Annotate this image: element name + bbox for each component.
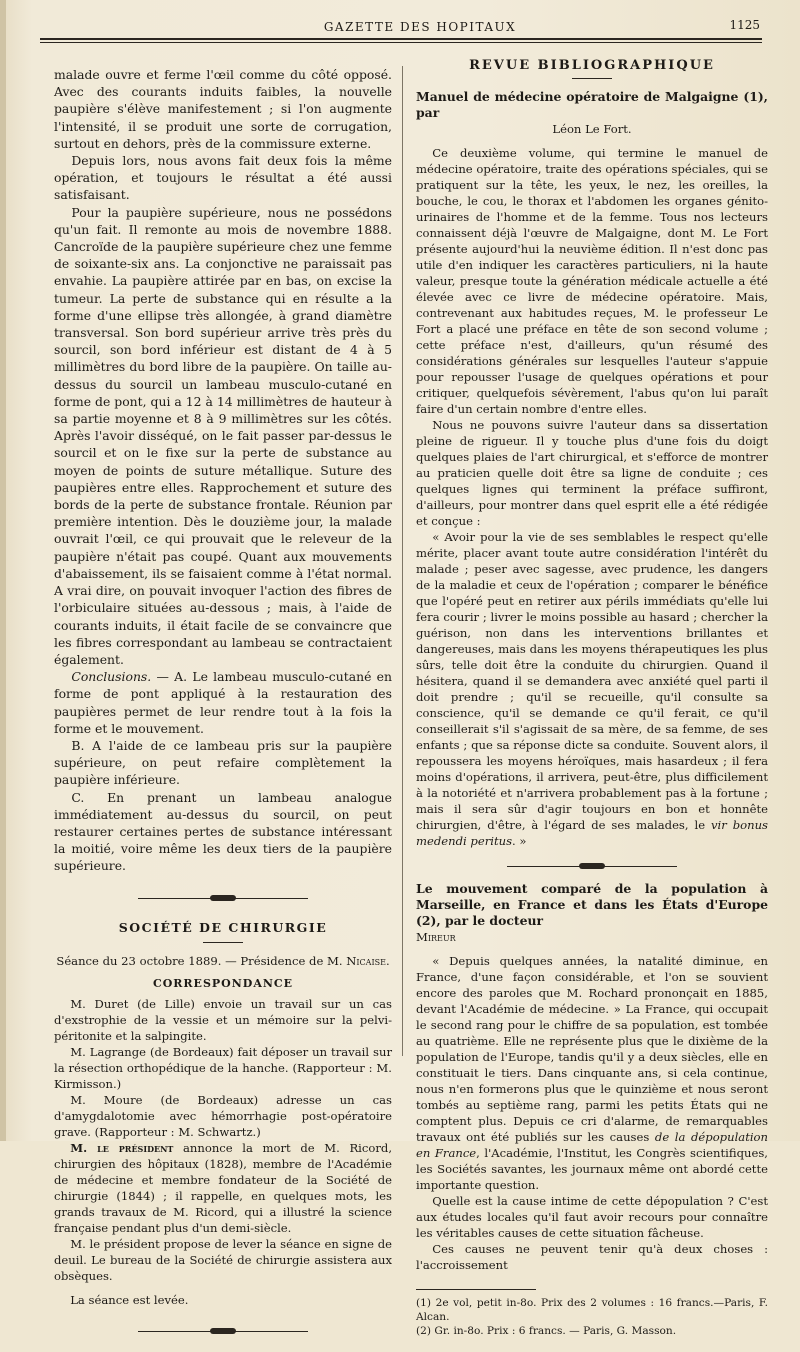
seance-text: Séance du 23 octobre 1889. — Présidence de M. <box>56 953 347 968</box>
footnote-rule <box>416 1289 536 1290</box>
president-paragraph <box>54 1140 392 1236</box>
president-text: annonce la mort de M. Ricord, chirurgien des hôpitaux (1828), membre de l'Académie de médecine et membre fondateur de la Société de chirurgie (1844) ; il rappelle, en quelques mots, les grands travaux de M. Ricord, qui a illustré la science française pendant plus d'un demi-siècle. <box>54 1140 392 1235</box>
header-rule-thick <box>40 38 762 40</box>
text-run: « Depuis quelques années, la natalité diminue, en France, d'une façon considérable, et l'on se souvient encore des paroles que M. Rochard prononçait en 1885, devant l'Académie de médecine. » La France, qui occupait le second rang pour le chiffre de sa population, est tombée au quatrième. Elle ne représente plus que le dixième de la population de l'Europe, tandis qu'il y a deux siècles, elle en constituait le tiers. Dans cinquante ans, si cela continue, nous n'en formerons plus que le quinzième et nous seront tombés au septième rang, parmi les petits États qui ne comptent plus. Depuis ce cri d'alarme, de remarquables travaux ont été publiés sur les causes <box>416 954 768 1144</box>
closing-line: La séance est levée. <box>70 1292 189 1307</box>
paragraph <box>416 953 768 1193</box>
paragraph: malade ouvre et ferme l'œil comme du côté opposé. Avec des courants induits faibles, la nouvelle paupière s'élève manifestement ; si l'on augmente l'intensité, il se produit une sorte de corrugation, surtout en dehors, près de la commissure externe. <box>54 67 392 151</box>
president-paragraph-2: M. le président propose de lever la séance en signe de deuil. Le bureau de la Société de chirurgie assistera aux obsèques. <box>54 1236 392 1283</box>
paragraph: Depuis lors, nous avons fait deux fois la même opération, et toujours le résultat a été aussi satisfaisant. <box>54 153 392 203</box>
footnote-1: (1) 2e vol, petit in-8o. Prix des 2 volumes : 16 francs.—Paris, F. Alcan. <box>416 1297 768 1323</box>
latin-phrase: vir bonus medendi peritus <box>416 818 768 848</box>
page-header <box>40 18 760 36</box>
text-run: , l'Académie, l'Institut, les Congrès scientifiques, les Sociétés savantes, les journaux même ont abordé cette importante question. <box>416 1146 768 1192</box>
correspondance-item: M. Duret (de Lille) envoie un travail sur un cas d'exstrophie de la vessie et un mémoire sur la pelvi-péritonite et la salpingite. <box>54 996 392 1043</box>
conclusion-a-text: — A. Le lambeau musculo-cutané en forme de pont appliqué à la restauration des paupières permet de leur rendre tout à la fois la forme et le mouvement. <box>54 669 392 736</box>
column-divider <box>402 66 403 1056</box>
quote-end: . » <box>512 834 527 848</box>
article-author: Léon Le Fort. <box>552 122 632 136</box>
correspondance-item: M. Moure (de Bordeaux) adresse un cas d'amygdalotomie avec hémorrhagie post-opératoire grave. (Rapporteur : M. Schwartz.) <box>54 1092 392 1139</box>
conclusion-a <box>54 668 392 737</box>
left-column <box>54 66 392 1352</box>
paragraph: Nous ne pouvons suivre l'auteur dans sa dissertation pleine de rigueur. Il y touche plus d'une fois du doigt quelques plaies de l'art chirurgical, et s'efforce de montrer au praticien quelle doit être sa ligne de conduite ; ces quelques lignes qui terminent la préface suffiront, d'ailleurs, pour montrer dans quel esprit elle a été rédigée et conçue : <box>416 418 768 528</box>
seance-line: Séance du 23 octobre 1889. — Présidence de M. Nicaise. <box>56 953 390 968</box>
quote-paragraph <box>416 529 768 849</box>
article-title: Manuel de médecine opératoire de Malgaigne (1), par <box>416 89 768 120</box>
running-title: GAZETTE DES HOPITAUX <box>323 20 517 34</box>
review-section-title: REVUE BIBLIOGRAPHIQUE <box>469 58 715 73</box>
short-rule <box>572 78 612 79</box>
ornament-divider <box>507 863 677 869</box>
correspondance-title: CORRESPONDANCE <box>152 976 294 990</box>
ornament-divider-end <box>138 1328 308 1334</box>
page-number: 1125 <box>729 18 760 32</box>
president-label: M. le président <box>70 1140 174 1155</box>
ornament-divider <box>138 895 308 901</box>
paragraph: Ce deuxième volume, qui termine le manuel de médecine opératoire, traite des opérations spéciales, qui se pratiquent sur la tête, les yeux, le nez, les oreilles, la bouche, le cou, le thorax et l'abdomen les organes génito-urinaires de l'homme et de la femme. Tous nos lecteurs connaissent déjà l'œuvre de Malgaigne, dont M. Le Fort présente aujourd'hui la neuvième édition. Il n'est donc pas utile d'en indiquer les caractères particuliers, ni la haute valeur, presque toute la génération médicale actuelle a été élevée avec ce livre de médecine opératoire. Mais, contrevenant aux habitudes reçues, M. le professeur Le Fort a placé une préface en tête de son second volume ; cette préface n'est, d'ailleurs, qu'un résumé des considérations générales sur lesquelles l'auteur s'appuie pour repousser l'usage de quelques opérations et pour critiquer, quelquefois sévèrement, l'abus qu'on lui paraît faire d'un certain nombre d'entre elles. <box>416 146 768 416</box>
header-rule-thin <box>40 42 762 43</box>
paragraph: Ces causes ne peuvent tenir qu'à deux choses : l'accroissement <box>416 1242 768 1272</box>
president-name: Nicaise <box>346 953 386 968</box>
right-column <box>416 58 768 1338</box>
society-title: SOCIÉTÉ DE CHIRURGIE <box>118 919 328 935</box>
short-rule <box>203 942 243 943</box>
conclusions-label: Conclusions. <box>71 669 152 685</box>
emphasis: de la dépopulation en France <box>416 1130 769 1160</box>
conclusion-b: B. A l'aide de ce lambeau pris sur la paupière supérieure, on peut refaire complètement la paupière inférieure. <box>54 737 392 788</box>
paragraph: Pour la paupière supérieure, nous ne possédons qu'un fait. Il remonte au mois de novembre 1888. Cancroïde de la paupière supérieure chez une femme de soixante-six ans. La conjonctive ne paraissait pas envahie. La paupière attirée par en bas, on excise la tumeur. La perte de substance qui en résulte a la forme d'une ellipse très allongée, à grand diamètre transversal. Son bord supérieur arrive très près du sourcil, son bord inférieur est distant de 4 à 5 millimètres du bord libre de la paupière. On taille au-dessus du sourcil un lambeau musculo-cutané en forme de pont, qui a 12 à 14 millimètres de hauteur à sa partie moyenne et 8 à 9 millimètres sur les côtés. Après l'avoir disséqué, on le fait passer par-dessus le sourcil et on le fixe sur la perte de substance au moyen de points de suture métallique. Suture des paupières entre elles. Rapprochement et suture des bords de la perte de substance frontale. Réunion par première intention. Dès le douzième jour, la malade ouvrait l'œil, ce qui prouvait que le releveur de la paupière n'était pas coupé. Quant aux mouvements d'abaissement, ils se faisaient comme à l'état normal. A vrai dire, on pouvait invoquer l'action des fibres de l'orbiculaire situées au-dessous ; mais, à l'aide de courants induits, il était facile de se convaincre que les fibres correspondant au lambeau se contractaient également. <box>54 204 392 667</box>
article-title-2: Le mouvement comparé de la population à Marseille, en France et dans les États d'Europe (2), par le docteur <box>416 881 768 928</box>
conclusion-c: C. En prenant un lambeau analogue immédiatement au-dessus du sourcil, on peut restaurer certaines pertes de substance intéressant la moitié, voire même les deux tiers de la paupière supérieure. <box>54 789 392 874</box>
correspondance-item: M. Lagrange (de Bordeaux) fait déposer un travail sur la résection orthopédique de la hanche. (Rapporteur : M. Kirmisson.) <box>54 1044 392 1091</box>
article-author-2: Mireur <box>416 930 456 944</box>
footnote-2: (2) Gr. in-8o. Prix : 6 francs. — Paris, G. Masson. <box>416 1325 677 1337</box>
page-edge <box>0 0 6 1141</box>
quote-text: « Avoir pour la vie de ses semblables le respect qu'elle mérite, placer avant toute autre considération l'intérêt du malade ; peser avec sagesse, avec prudence, les dangers de la maladie et ceux de l'opération ; comparer le bénéfice que l'opéré peut en retirer aux périls immédiats qu'elle lui fera courir ; livrer le moins possible au hasard ; chercher la guérison, non dans les interventions brillantes et dangereuses, mais dans les moyens thérapeutiques les plus sûrs, telle doit être la conduite du chirurgien. Quand il hésitera, quand il se demandera avec anxiété quel parti il doit prendre ; qu'il se recueille, qu'il consulte sa conscience, qu'il se demande ce qu'il ferait, ce qu'il conseillerait s'il s'agissait de sa mère, de sa femme, de ses enfants ; que sa réponse dicte sa conduite. Souvent alors, il repoussera les moyens héroïques, mais hasardeux ; il fera moins d'opérations, il arrivera, peut-être, plus difficilement à la notoriété et n'arrivera probablement pas à la fortune ; mais il sera sûr d'agir toujours en bon et honnête chirurgien, d'être, à l'égard de ses malades, le <box>416 530 768 832</box>
paragraph: Quelle est la cause intime de cette dépopulation ? C'est aux études locales qu'il faut avoir recours pour connaître les véritables causes de cette situation fâcheuse. <box>416 1194 768 1240</box>
